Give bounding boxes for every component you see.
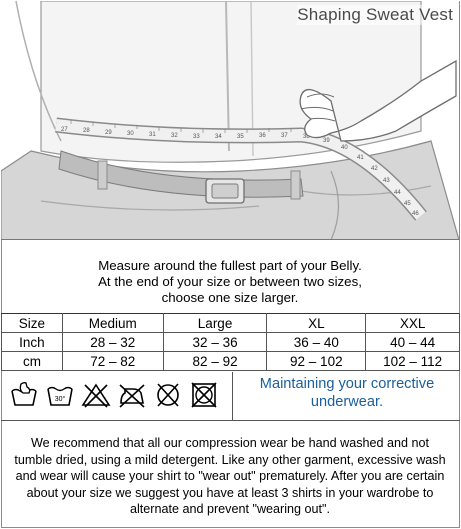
table-header-cell: Size	[2, 314, 63, 333]
tape-number: 46	[412, 211, 419, 217]
waist-measurement-drawing	[1, 1, 459, 240]
tape-number: 28	[83, 128, 90, 134]
table-cell: 82 – 92	[163, 352, 267, 371]
instruction-line: choose one size larger.	[161, 290, 299, 305]
table-cell: 72 – 82	[62, 352, 163, 371]
table-cell: 32 – 36	[163, 333, 267, 352]
tape-number: 37	[281, 133, 288, 139]
no-dry-clean-icon	[153, 381, 183, 409]
tape-number: 27	[61, 127, 68, 133]
tape-number: 45	[404, 201, 411, 207]
tape-number: 34	[215, 134, 222, 140]
tape-number: 33	[193, 134, 200, 140]
table-header-cell: Medium	[62, 314, 163, 333]
slogan-line: underwear.	[310, 394, 384, 410]
tape-number: 30	[127, 131, 134, 137]
instruction-line: At the end of your size or between two sizes,	[98, 274, 362, 289]
no-iron-icon	[117, 381, 147, 409]
table-cell: 36 – 40	[267, 333, 366, 352]
slogan-line: Maintaining your corrective	[259, 376, 435, 392]
no-tumble-dry-icon	[189, 381, 219, 409]
care-note: We recommend that all our compression wear be hand washed and not tumble dried, using a mild detergent. Like any other garment, excessive wash and wear will cause your shirt to "wear out" prematurely. After you are certain about your size we suggest you have at least 3 shirts in your wardrobe to alternate and prevent "wearing out".	[14, 436, 446, 516]
product-title: Shaping Sweat Vest	[297, 5, 453, 24]
tape-number: 40	[341, 145, 348, 151]
tape-number: 44	[394, 190, 401, 196]
table-cell: 28 – 32	[62, 333, 163, 352]
tape-number: 31	[149, 132, 156, 138]
table-header-cell: XXL	[366, 314, 460, 333]
hand-wash-icon	[9, 381, 39, 409]
tape-number: 38	[303, 134, 310, 140]
care-slogan	[239, 375, 455, 411]
tape-number: 39	[323, 138, 330, 144]
tape-number: 41	[357, 155, 364, 161]
care-icons	[1, 372, 233, 421]
table-header-cell: Large	[163, 314, 267, 333]
table-cell: 92 – 102	[267, 352, 366, 371]
measuring-instruction	[1, 240, 459, 313]
instruction-line: Measure around the fullest part of your Belly.	[98, 258, 362, 273]
table-row	[2, 333, 460, 352]
table-cell: cm	[2, 352, 63, 371]
measuring-illustration	[1, 1, 459, 240]
tape-number: 43	[383, 178, 390, 184]
wash-temperature: 30°	[54, 396, 66, 403]
tape-number: 29	[105, 130, 112, 136]
table-header-row	[2, 314, 460, 333]
tape-number: 36	[259, 133, 266, 139]
tape-number: 42	[371, 166, 378, 172]
table-header-cell: XL	[267, 314, 366, 333]
wash-30-icon	[45, 381, 75, 409]
care-section	[1, 372, 460, 421]
table-cell: 102 – 112	[366, 352, 460, 371]
tape-number: 32	[171, 133, 178, 139]
tape-number: 35	[237, 134, 244, 140]
no-bleach-icon	[81, 381, 111, 409]
table-cell: 40 – 44	[366, 333, 460, 352]
table-row	[2, 352, 460, 371]
table-cell: Inch	[2, 333, 63, 352]
size-table	[1, 313, 460, 371]
